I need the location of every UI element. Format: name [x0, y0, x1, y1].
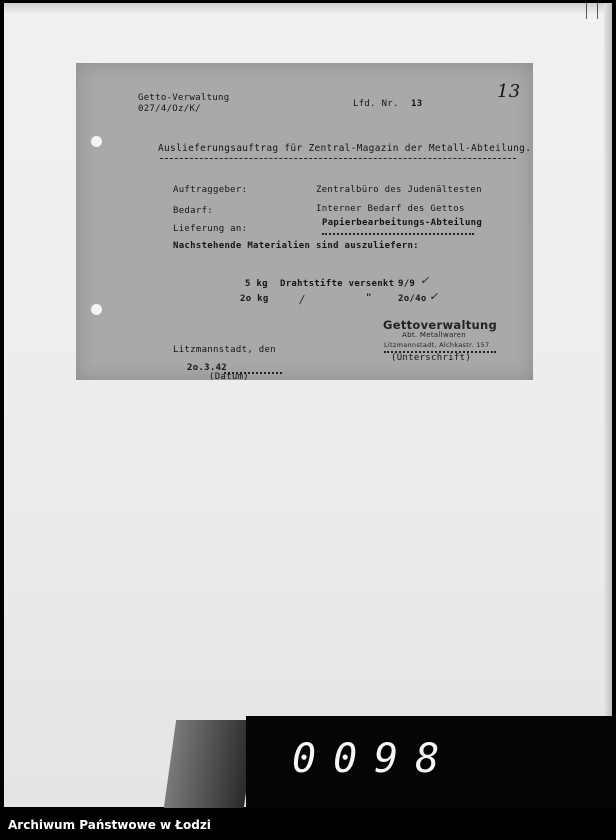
item-qty: 2o kg	[240, 294, 269, 304]
item-desc: Drahtstifte versenkt	[280, 279, 395, 289]
lfd-label: Lfd. Nr.	[353, 99, 399, 109]
header-reference: 027/4/Oz/K/	[138, 104, 201, 114]
checkmark-icon: ✓	[420, 274, 430, 287]
stamp-office: Gettoverwaltung	[383, 318, 498, 332]
handwritten-number: 13	[497, 81, 521, 102]
frame-counter-strip	[0, 712, 616, 808]
film-corner-mark	[586, 3, 598, 19]
frame-shadow	[4, 3, 612, 13]
field-label-bedarf: Bedarf:	[173, 206, 214, 216]
punch-hole	[91, 304, 102, 315]
field-value-lieferung: Papierbearbeitungs-Abteilung	[322, 218, 483, 228]
document-card	[76, 63, 533, 380]
archive-name: Archiwum Państwowe w Łodzi	[8, 818, 211, 832]
date-caption: (Datum)	[209, 372, 250, 382]
header-office: Getto-Verwaltung	[138, 93, 230, 103]
dotted-underline	[322, 233, 474, 235]
item-size: 2o/4o	[398, 294, 427, 304]
archive-footer	[0, 808, 616, 840]
frame-counter: 0098	[292, 736, 457, 782]
item-qty: 5 kg	[245, 279, 268, 289]
field-value-auftraggeber: Zentralbüro des Judenältesten	[316, 185, 482, 195]
item-desc: "	[366, 293, 372, 303]
lfd-number: 13	[411, 99, 423, 109]
instruction-text: Nachstehende Materialien sind auszuliefern:	[173, 241, 419, 251]
checkmark-icon: ✓	[429, 290, 439, 303]
frame-shadow	[604, 3, 612, 807]
field-label-auftraggeber: Auftraggeber:	[173, 185, 248, 195]
stamp-department: Abt. Metallwaren	[402, 331, 466, 339]
punch-hole	[91, 136, 102, 147]
title-underline	[160, 158, 516, 159]
ditto-mark-icon: /	[300, 293, 305, 306]
document-title: Auslieferungsauftrag für Zentral-Magazin der Metall-Abteilung.	[158, 143, 532, 154]
field-value-bedarf: Interner Bedarf des Gettos	[316, 204, 465, 214]
signature-caption: (Unterschrift)	[391, 353, 472, 363]
place-date-label: Litzmannstadt, den	[173, 345, 276, 355]
counter-shadow	[164, 720, 256, 808]
stamp-address: Litzmannstadt, Alchkastr. 157	[384, 341, 490, 349]
date-value: 2o.3.42	[187, 363, 228, 373]
item-size: 9/9	[398, 279, 416, 289]
field-label-lieferung: Lieferung an:	[173, 224, 248, 234]
